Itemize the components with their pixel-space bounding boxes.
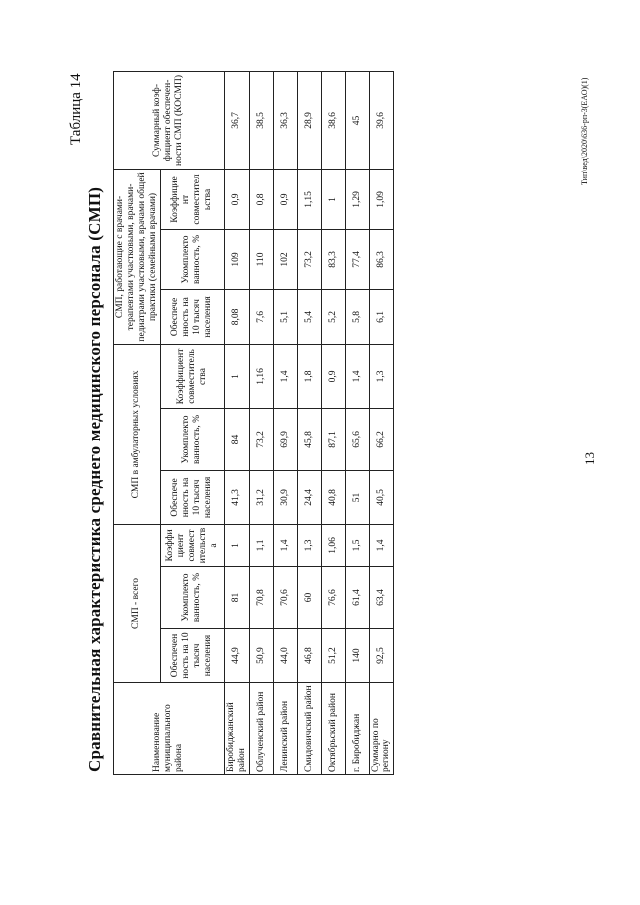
header-sub2-coefficient: Коэффициент совместитель ства	[160, 344, 224, 408]
cell: 1,16	[249, 344, 273, 408]
table-row	[273, 71, 297, 774]
row-district-name: Облученский район	[249, 683, 273, 775]
cell: 86,3	[369, 229, 394, 289]
cell: 6,1	[369, 289, 394, 344]
cell: 87,1	[321, 408, 345, 470]
cell: 1,15	[297, 169, 321, 229]
table-row	[249, 71, 273, 774]
row-district-name: Биробиджанский район	[224, 683, 249, 775]
header-group-smp-total: СМП - всего	[114, 524, 161, 682]
table-title: Сравнительная характеристика среднего медицинского персонала (СМП)	[85, 186, 104, 772]
row-district-name: г. Биробиджан	[345, 683, 369, 775]
cell: 1,09	[369, 169, 394, 229]
cell: 66,2	[369, 408, 394, 470]
cell: 44,9	[224, 629, 249, 683]
cell: 1,29	[345, 169, 369, 229]
cell: 50,9	[249, 629, 273, 683]
cell: 61,4	[345, 567, 369, 629]
header-group-smp-ambulatory: СМП в амбулаторных условиях	[114, 344, 161, 524]
header-sub2-supply: Обеспече нность на 10 тысяч населения	[160, 470, 224, 524]
table-row	[297, 71, 321, 774]
header-total-coefficient: Суммарный коэф-фициент обеспечен-ности СМП (КОСМП)	[114, 71, 225, 169]
header-sub3-supply: Обеспече нность на 10 тысяч населения	[160, 289, 224, 344]
cell: 109	[224, 229, 249, 289]
cell: 31,2	[249, 470, 273, 524]
cell: 0,8	[249, 169, 273, 229]
cell: 60	[297, 567, 321, 629]
cell: 1,3	[369, 344, 394, 408]
cell: 5,4	[297, 289, 321, 344]
page-number: 13	[582, 452, 597, 465]
cell: 1,4	[273, 524, 297, 566]
cell: 5,1	[273, 289, 297, 344]
cell: 65,6	[345, 408, 369, 470]
cell: 0,9	[273, 169, 297, 229]
cell: 41,3	[224, 470, 249, 524]
cell: 70,6	[273, 567, 297, 629]
cell: 44,0	[273, 629, 297, 683]
row-district-name: Октябрьский район	[321, 683, 345, 775]
cell: 45,8	[297, 408, 321, 470]
cell: 73,2	[297, 229, 321, 289]
table-row	[369, 71, 394, 774]
smp-table	[113, 71, 394, 775]
cell: 30,9	[273, 470, 297, 524]
cell: 5,2	[321, 289, 345, 344]
table-row	[345, 71, 369, 774]
cell: 1	[224, 524, 249, 566]
cell: 28,9	[297, 71, 321, 169]
cell: 1,4	[273, 344, 297, 408]
cell: 45	[345, 71, 369, 169]
cell: 1,1	[249, 524, 273, 566]
cell: 36,7	[224, 71, 249, 169]
header-sub1-coefficient: Коэффи циент совмест ительств а	[160, 524, 224, 566]
cell: 38,6	[321, 71, 345, 169]
cell: 81	[224, 567, 249, 629]
row-district-name: Смидовичский район	[297, 683, 321, 775]
cell: 69,9	[273, 408, 297, 470]
header-sub1-supply: Обеспечен ность на 10 тысяч населения	[160, 629, 224, 683]
cell: 0,9	[224, 169, 249, 229]
cell: 36,3	[273, 71, 297, 169]
cell: 1	[321, 169, 345, 229]
cell: 92,5	[369, 629, 394, 683]
cell: 5,8	[345, 289, 369, 344]
cell: 38,5	[249, 71, 273, 169]
cell: 1,4	[345, 344, 369, 408]
cell: 76,6	[321, 567, 345, 629]
row-district-name: Суммарно по региону	[369, 683, 394, 775]
cell: 140	[345, 629, 369, 683]
cell: 46,8	[297, 629, 321, 683]
cell: 1	[224, 344, 249, 408]
cell: 1,8	[297, 344, 321, 408]
cell: 39,6	[369, 71, 394, 169]
cell: 1,5	[345, 524, 369, 566]
cell: 63,4	[369, 567, 394, 629]
cell: 0,9	[321, 344, 345, 408]
cell: 1,06	[321, 524, 345, 566]
table-row	[321, 71, 345, 774]
document-stamp: Тип\вед\2020\636-рп-3(ЕАО)(1)	[580, 77, 589, 185]
cell: 73,2	[249, 408, 273, 470]
row-district-name: Ленинский район	[273, 683, 297, 775]
cell: 40,8	[321, 470, 345, 524]
cell: 51,2	[321, 629, 345, 683]
cell: 40,5	[369, 470, 394, 524]
cell: 1,4	[369, 524, 394, 566]
cell: 77,4	[345, 229, 369, 289]
cell: 7,6	[249, 289, 273, 344]
header-sub3-staffing: Укомплекто ванность, %	[160, 229, 224, 289]
cell: 70,8	[249, 567, 273, 629]
header-sub2-staffing: Укомплекто ванность, %	[160, 408, 224, 470]
table-row	[224, 71, 249, 774]
cell: 110	[249, 229, 273, 289]
header-sub1-staffing: Укомплекто ванность, %	[160, 567, 224, 629]
header-district: Наименование муниципального района	[114, 683, 225, 775]
cell: 51	[345, 470, 369, 524]
cell: 1,3	[297, 524, 321, 566]
cell: 83,3	[321, 229, 345, 289]
header-group-smp-physicians: СМП, работающие с врачами-терапевтами участковыми, врачами-педиатрами участковыми, врачами общей практики (семейными врачами)	[114, 169, 161, 344]
cell: 102	[273, 229, 297, 289]
cell: 84	[224, 408, 249, 470]
cell: 24,4	[297, 470, 321, 524]
table-number: Таблица 14	[68, 73, 84, 145]
header-sub3-coefficient: Коэффицие нт совместител ьства	[160, 169, 224, 229]
cell: 8,08	[224, 289, 249, 344]
